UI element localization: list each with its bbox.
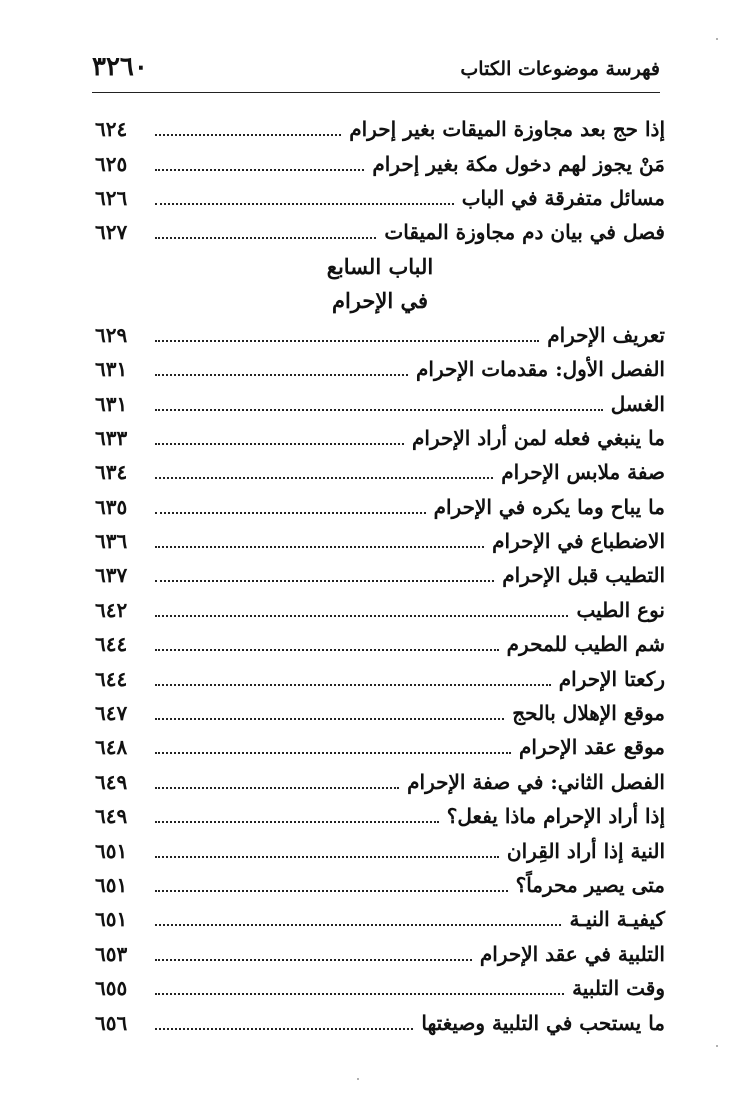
toc-leader-dots xyxy=(155,649,499,651)
toc-entry xyxy=(95,146,665,180)
toc-entry-title: الفصل الثاني: في صفة الإحرام xyxy=(407,769,665,794)
toc-entry xyxy=(95,937,665,971)
toc-entry-page: ٦٣١ xyxy=(95,391,128,416)
scan-speck xyxy=(716,38,718,40)
toc-leader-dots xyxy=(155,718,504,720)
toc-entry-title: تعريف الإحرام xyxy=(547,322,665,347)
toc-entry-page: ٦٢٧ xyxy=(95,220,128,245)
scan-speck xyxy=(357,1078,359,1080)
chapter-subject-heading: في الإحرام xyxy=(331,288,429,314)
toc-entry xyxy=(95,386,665,420)
toc-entry-page: ٦٥١ xyxy=(95,838,128,863)
toc-leader-dots xyxy=(155,546,484,548)
running-title: فهرسة موضوعات الكتاب xyxy=(460,58,660,80)
toc-entry-title: إذا حج بعد مجاوزة الميقات بغير إحرام xyxy=(349,117,665,142)
toc-entry xyxy=(95,593,665,627)
toc-entry-page: ٦٣٦ xyxy=(95,529,128,554)
toc-entry-page: ٦٥٥ xyxy=(95,976,128,1001)
toc-entry-page: ٦٤٩ xyxy=(95,804,128,829)
toc-entry-title: وقت التلبية xyxy=(572,976,665,1001)
toc-leader-dots xyxy=(155,615,568,617)
toc-leader-dots xyxy=(155,237,376,239)
toc-entry-page: ٦٥٦ xyxy=(95,1010,128,1035)
toc-entry-title: ركعتا الإحرام xyxy=(558,666,665,691)
toc-entry-page: ٦٤٤ xyxy=(95,632,128,657)
toc-entry-title: صفة ملابس الإحرام xyxy=(501,460,665,485)
toc-entry-title: شم الطيب للمحرم xyxy=(506,632,665,657)
toc-entry-title: موقع عقد الإحرام xyxy=(518,735,665,760)
toc-leader-dots xyxy=(155,1028,413,1030)
toc-entry-page: ٦٤٢ xyxy=(95,597,128,622)
toc-entry xyxy=(95,558,665,592)
toc-entry xyxy=(95,215,665,249)
toc-leader-dots xyxy=(155,890,508,892)
chapter-heading: الباب السابع xyxy=(326,254,434,280)
toc-entry-title: ما ينبغي فعله لمن أراد الإحرام xyxy=(412,425,665,450)
toc-entry-page: ٦٤٨ xyxy=(95,735,128,760)
toc-entry-page: ٦٤٩ xyxy=(95,769,128,794)
toc-entry-page: ٦٤٧ xyxy=(95,701,128,726)
table-of-contents xyxy=(95,112,665,1040)
toc-entry-title: متى يصير محرماً؟ xyxy=(515,873,665,897)
toc-entry-page: ٦٢٥ xyxy=(95,151,128,176)
toc-entry-title: نوع الطيب xyxy=(576,597,665,622)
header-divider xyxy=(92,92,660,93)
toc-leader-dots xyxy=(155,959,472,961)
toc-leader-dots xyxy=(155,409,603,411)
toc-entry xyxy=(95,524,665,558)
toc-leader-dots xyxy=(155,580,494,582)
toc-entry xyxy=(95,661,665,695)
toc-leader-dots xyxy=(155,374,408,376)
toc-entry xyxy=(95,181,665,215)
toc-entry xyxy=(95,627,665,661)
toc-entry-page: ٦٢٤ xyxy=(95,117,128,142)
toc-entry-title: مسائل متفرقة في الباب xyxy=(461,185,665,210)
toc-entry xyxy=(95,112,665,146)
toc-leader-dots xyxy=(155,169,364,171)
toc-entry-title: الغسل xyxy=(610,391,665,416)
toc-leader-dots xyxy=(155,787,399,789)
toc-entry xyxy=(95,868,665,902)
toc-leader-dots xyxy=(155,512,426,514)
toc-leader-dots xyxy=(155,856,499,858)
toc-entry xyxy=(95,696,665,730)
toc-entry-title: الاضطباع في الإحرام xyxy=(492,529,665,554)
toc-entry-title: ما يباح وما يكره في الإحرام xyxy=(433,494,665,519)
toc-leader-dots xyxy=(155,443,404,445)
scan-speck xyxy=(716,1045,718,1047)
toc-entry-title: فصل في بيان دم مجاوزة الميقات xyxy=(384,220,665,245)
toc-entry xyxy=(95,1005,665,1039)
toc-leader-dots xyxy=(155,203,454,205)
toc-entry xyxy=(95,421,665,455)
toc-entry-title: إذا أراد الإحرام ماذا يفعل؟ xyxy=(446,804,665,829)
toc-entry xyxy=(95,799,665,833)
toc-entry-title: موقع الإهلال بالحج xyxy=(512,701,665,726)
running-header xyxy=(92,52,660,92)
toc-entry-title: كيفيـة النيـة xyxy=(569,907,665,932)
toc-leader-dots xyxy=(155,340,539,342)
toc-entry-page: ٦٥١ xyxy=(95,873,128,897)
toc-entry xyxy=(95,352,665,386)
toc-leader-dots xyxy=(155,924,561,926)
toc-entry-page: ٦٣٣ xyxy=(95,425,128,450)
toc-entry-page: ٦٣٥ xyxy=(95,494,128,519)
toc-entry xyxy=(95,765,665,799)
toc-entry-page: ٦٣١ xyxy=(95,357,128,382)
toc-entry-title: التلبية في عقد الإحرام xyxy=(479,941,665,966)
toc-entry-page: ٦٢٩ xyxy=(95,322,128,347)
toc-entry-page: ٦٣٤ xyxy=(95,460,128,485)
toc-entry-title: مَنْ يجوز لهم دخول مكة بغير إحرام xyxy=(372,151,665,176)
toc-entry xyxy=(95,490,665,524)
toc-leader-dots xyxy=(155,993,564,995)
page-number: ٣٢٦٠ xyxy=(92,52,148,82)
toc-entry-page: ٦٢٦ xyxy=(95,185,128,210)
toc-entry-title: الفصل الأول: مقدمات الإحرام xyxy=(416,357,665,382)
toc-leader-dots xyxy=(155,134,341,136)
toc-leader-dots xyxy=(155,821,439,823)
toc-entry-page: ٦٣٧ xyxy=(95,563,128,588)
toc-entry xyxy=(95,833,665,867)
toc-entry xyxy=(95,902,665,936)
toc-entry-page: ٦٥٣ xyxy=(95,941,128,966)
toc-entry-page: ٦٥١ xyxy=(95,907,128,932)
toc-entry xyxy=(95,730,665,764)
toc-entry-title: التطيب قبل الإحرام xyxy=(502,563,665,588)
toc-leader-dots xyxy=(155,477,493,479)
toc-entry-title: النية إذا أراد القِران xyxy=(506,838,665,863)
toc-leader-dots xyxy=(155,752,511,754)
toc-entry xyxy=(95,971,665,1005)
toc-leader-dots xyxy=(155,684,551,686)
toc-entry-page: ٦٤٤ xyxy=(95,666,128,691)
toc-entry xyxy=(95,455,665,489)
toc-entry-title: ما يستحب في التلبية وصيغتها xyxy=(421,1010,665,1035)
toc-entry xyxy=(95,318,665,352)
